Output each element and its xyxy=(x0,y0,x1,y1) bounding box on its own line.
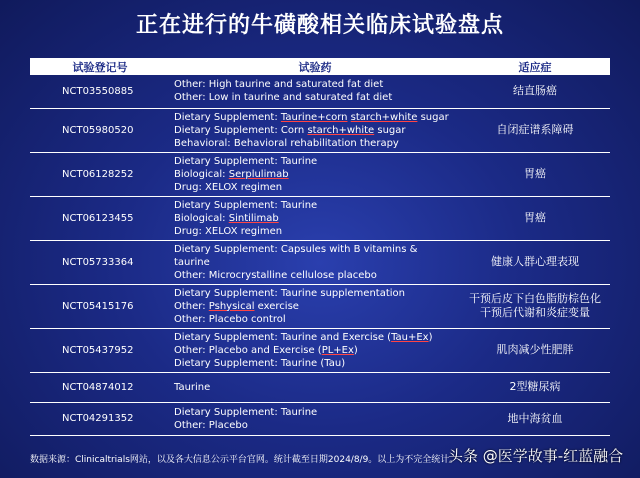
trial-drug-cell xyxy=(170,108,460,152)
drug-line: Other: Placebo and Exercise (PL+Ex) xyxy=(174,344,358,356)
drug-line: Dietary Supplement: Taurine and Exercise (Tau+Ex) xyxy=(174,331,433,343)
indication-line: 干预后代谢和炎症变量 xyxy=(480,306,590,319)
trial-id-cell: NCT06128252 xyxy=(30,152,170,196)
trial-drug-cell xyxy=(170,372,460,402)
trial-drug-cell xyxy=(170,240,460,284)
table-row xyxy=(30,196,610,240)
drug-line: Drug: XELOX regimen xyxy=(174,225,283,237)
drug-line: Biological: Serplulimab xyxy=(174,168,289,180)
trial-id-cell: NCT05415176 xyxy=(30,284,170,328)
trial-drug-cell xyxy=(170,402,460,435)
watermark: 头条 @医学故事-红蓝融合 xyxy=(448,447,624,465)
header-indication: 适应症 xyxy=(460,58,610,75)
table-row xyxy=(30,284,610,328)
table-body xyxy=(30,75,610,435)
trial-drug-cell xyxy=(170,196,460,240)
drug-line: Dietary Supplement: Taurine (Tau) xyxy=(174,357,346,369)
table-row xyxy=(30,402,610,435)
indication-line: 干预后皮下白色脂肪棕色化 xyxy=(469,292,601,305)
table-row xyxy=(30,152,610,196)
indication-cell xyxy=(460,75,610,108)
header-registration-number: 试验登记号 xyxy=(30,58,170,75)
trial-drug-cell xyxy=(170,284,460,328)
drug-line: Other: Pshysical exercise xyxy=(174,300,299,312)
indication-cell xyxy=(460,372,610,402)
indication-line: 胃癌 xyxy=(524,167,546,180)
indication-cell xyxy=(460,152,610,196)
indication-line: 2型糖尿病 xyxy=(509,380,561,393)
indication-line: 自闭症谱系障碍 xyxy=(496,123,574,136)
indication-cell xyxy=(460,402,610,435)
indication-cell xyxy=(460,240,610,284)
table-row xyxy=(30,108,610,152)
drug-line: Dietary Supplement: Taurine xyxy=(174,406,318,418)
drug-line: Other: Placebo control xyxy=(174,313,286,325)
header-trial-drug: 试验药 xyxy=(170,58,460,75)
table-row xyxy=(30,372,610,402)
indication-line: 健康人群心理表现 xyxy=(491,255,579,268)
drug-line: Other: Low in taurine and saturated fat diet xyxy=(174,92,393,104)
drug-line: Other: Microcrystalline cellulose placebo xyxy=(174,269,377,281)
trials-table-container xyxy=(30,58,610,436)
trials-table xyxy=(30,58,610,436)
indication-line: 地中海贫血 xyxy=(507,411,563,425)
drug-line: Dietary Supplement: Taurine xyxy=(174,199,318,211)
trial-id-cell: NCT05733364 xyxy=(30,240,170,284)
page-title: 正在进行的牛磺酸相关临床试验盘点 xyxy=(135,13,504,38)
indication-line: 肌肉减少性肥胖 xyxy=(496,343,574,356)
drug-line: Behavioral: Behavioral rehabilitation therapy xyxy=(174,137,399,149)
indication-cell xyxy=(460,108,610,152)
drug-line: Dietary Supplement: Corn starch+white sugar xyxy=(174,124,406,136)
drug-line: Taurine xyxy=(174,381,211,393)
indication-line: 胃癌 xyxy=(524,211,546,224)
table-row xyxy=(30,328,610,372)
trial-id-cell: NCT06123455 xyxy=(30,196,170,240)
indication-cell xyxy=(460,328,610,372)
drug-line: Drug: XELOX regimen xyxy=(174,181,283,193)
drug-line: Other: High taurine and saturated fat diet xyxy=(174,79,384,91)
trial-drug-cell xyxy=(170,328,460,372)
table-header-row xyxy=(30,58,610,75)
trial-id-cell: NCT04291352 xyxy=(30,402,170,435)
source-footnote: 数据来源：Clinicaltrials网站，以及各大信息公示平台官网。统计截至日期2024/8/9。以上为不完全统计。 xyxy=(30,455,459,465)
trial-id-cell: NCT05980520 xyxy=(30,108,170,152)
drug-line: Biological: Sintilimab xyxy=(174,212,279,224)
drug-line: Dietary Supplement: Taurine xyxy=(174,155,318,167)
drug-line: Dietary Supplement: Taurine+corn starch+white sugar xyxy=(174,111,449,123)
drug-line: Dietary Supplement: Taurine supplementation xyxy=(174,287,405,299)
table-row xyxy=(30,75,610,108)
trial-drug-cell xyxy=(170,152,460,196)
trial-id-cell: NCT03550885 xyxy=(30,75,170,108)
indication-cell xyxy=(460,196,610,240)
indication-cell xyxy=(460,284,610,328)
drug-line: Dietary Supplement: Capsules with B vitamins & taurine xyxy=(174,243,418,268)
trial-id-cell: NCT05437952 xyxy=(30,328,170,372)
trial-id-cell: NCT04874012 xyxy=(30,372,170,402)
trial-drug-cell xyxy=(170,75,460,108)
indication-line: 结直肠癌 xyxy=(513,84,557,98)
drug-line: Other: Placebo xyxy=(174,419,248,431)
table-row xyxy=(30,240,610,284)
